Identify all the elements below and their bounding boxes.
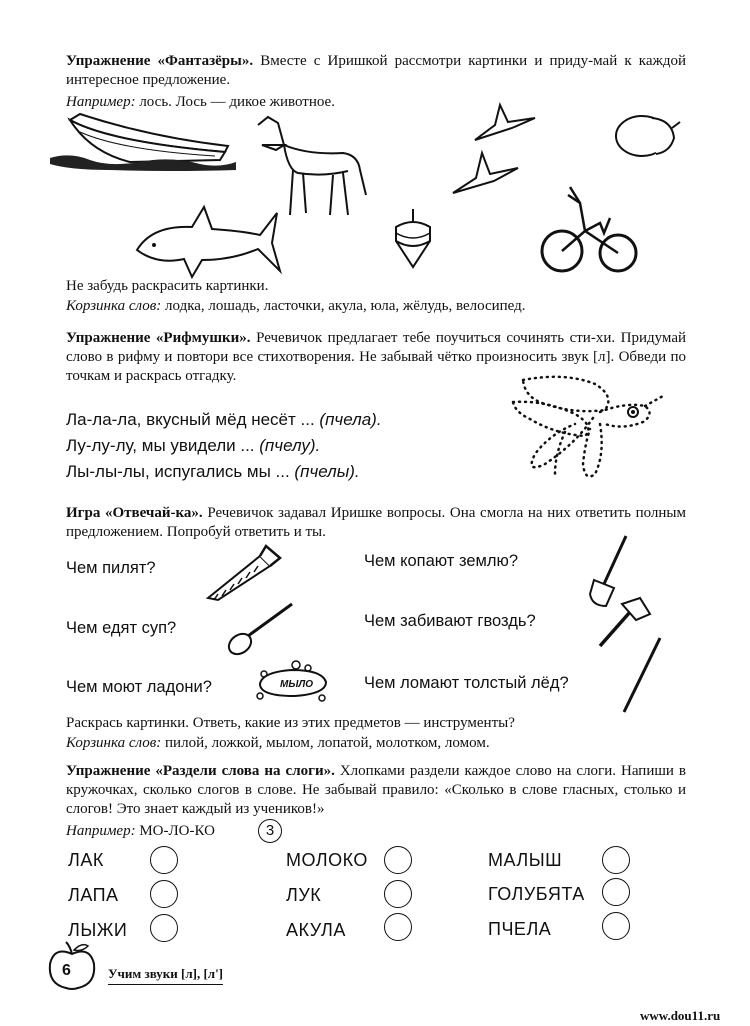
- answer-circle[interactable]: [150, 880, 178, 908]
- word-lak: ЛАК: [68, 850, 104, 870]
- swallow-picture-top: [470, 100, 540, 145]
- answer-circle[interactable]: [150, 846, 178, 874]
- acorn-picture: [612, 108, 682, 158]
- exercise-1-title: Упражнение «Фантазёры».: [66, 53, 254, 69]
- example-text: лось. Лось — дикое животное.: [135, 94, 335, 110]
- shark-picture: [132, 205, 282, 280]
- example-label: Например:: [66, 94, 136, 110]
- answer-circle[interactable]: [602, 846, 630, 874]
- basket-words: пилой, ложкой, мылом, лопатой, молотком, ломом.: [161, 735, 490, 751]
- word-golubyata: ГОЛУБЯТА: [488, 884, 585, 904]
- example-label: Например:: [66, 823, 136, 839]
- spoon-picture: [226, 600, 296, 660]
- watermark: www.dou11.ru: [640, 1008, 721, 1023]
- exercise-2-title: Упражнение «Рифмушки».: [66, 330, 251, 346]
- question-shovel: Чем копают землю?: [364, 552, 519, 570]
- exercise-1-text: Вместе с Иришкой рассмотри картинки и приду-май к каждой интересное предложение.: [66, 53, 687, 88]
- rhyme-line: Ла-ла-ла, вкусный мёд несёт ... (пчела).: [66, 410, 382, 429]
- example-count: 3: [265, 822, 275, 839]
- boat-picture: [50, 112, 240, 172]
- rhyme-answer: (пчелу).: [259, 436, 321, 455]
- word-moloko: МОЛОКО: [286, 850, 368, 870]
- exercise-3-text: Речевичок задавал Иришке вопросы. Она смогла на них ответить полным предложением. Попробуй ответить и ты.: [66, 505, 687, 540]
- answer-circle[interactable]: [384, 913, 412, 941]
- apple-icon: [44, 940, 100, 992]
- exercise-1-example: [66, 93, 335, 112]
- word-akula: АКУЛА: [286, 920, 346, 940]
- page-number: 6: [62, 962, 71, 979]
- soap-label: МЫЛО: [280, 679, 313, 690]
- soap-picture: [252, 660, 332, 705]
- exercise-1-basket: [66, 297, 526, 316]
- example-count-circle: [258, 819, 282, 843]
- rhyme-answer: (пчелы).: [294, 462, 360, 481]
- answer-circle[interactable]: [150, 914, 178, 942]
- exercise-3-task: Раскрась картинки. Ответь, какие из этих предметов — инструменты?: [66, 715, 515, 731]
- footer-section: Учим звуки [л], [л']: [108, 964, 223, 985]
- exercise-4-title: Упражнение «Раздели слова на слоги».: [66, 763, 335, 779]
- exercise-1-reminder: Не забудь раскрасить картинки.: [66, 278, 269, 294]
- basket-label: Корзинка слов:: [66, 735, 162, 751]
- example-word: МО-ЛО-КО: [135, 823, 215, 839]
- rhyme-line: Лы-лы-лы, испугались мы ... (пчелы).: [66, 462, 360, 481]
- exercise-4-text: Хлопками раздели каждое слово на слоги. Напиши в кружочках, сколько слогов в слове. Не забывай правило: «Сколько в слове гласных, столько и слогов! Это знает каждый из учеников!»: [66, 763, 687, 817]
- exercise-4-example: [66, 822, 215, 841]
- swallow-picture-bottom: [448, 148, 523, 198]
- saw-picture: [204, 542, 284, 602]
- question-crowbar: Чем ломают толстый лёд?: [364, 674, 569, 692]
- spinning-top-picture: [388, 207, 438, 272]
- rhyme-poem: [66, 407, 382, 485]
- basket-label: Корзинка слов:: [66, 298, 162, 314]
- answer-circle[interactable]: [602, 878, 630, 906]
- question-hammer: Чем забивают гвоздь?: [364, 612, 536, 630]
- answer-circle[interactable]: [384, 880, 412, 908]
- question-saw: Чем пилят?: [66, 559, 156, 577]
- word-pchela: ПЧЕЛА: [488, 919, 552, 939]
- word-luk: ЛУК: [286, 885, 322, 905]
- answer-circle[interactable]: [602, 912, 630, 940]
- exercise-3-basket: [66, 734, 490, 753]
- exercise-1-intro: [66, 52, 686, 90]
- question-spoon: Чем едят суп?: [66, 619, 177, 637]
- word-lyzhi: ЛЫЖИ: [68, 920, 128, 940]
- answer-circle[interactable]: [384, 846, 412, 874]
- word-lapa: ЛАПА: [68, 885, 119, 905]
- crowbar-picture: [616, 636, 666, 716]
- rhyme-line: Лу-лу-лу, мы увидели ... (пчелу).: [66, 436, 321, 455]
- exercise-4-intro: [66, 762, 686, 819]
- question-soap: Чем моют ладони?: [66, 678, 212, 696]
- exercise-2-text: Речевичок предлагает тебе поучиться сочинять сти-хи. Придумай слово в рифму и повтори все стихотворения. Не забывай чётко произносить звук [л]. Обведи по точкам и раскрась отгадку.: [66, 330, 687, 384]
- word-malysh: МАЛЫШ: [488, 850, 563, 870]
- rhyme-answer: (пчела).: [319, 410, 382, 429]
- dotted-bee-picture: [505, 374, 665, 484]
- basket-words: лодка, лошадь, ласточки, акула, юла, жёлудь, велосипед.: [161, 298, 526, 314]
- exercise-3-title: Игра «Отвечай-ка».: [66, 505, 203, 521]
- bicycle-picture: [540, 183, 640, 278]
